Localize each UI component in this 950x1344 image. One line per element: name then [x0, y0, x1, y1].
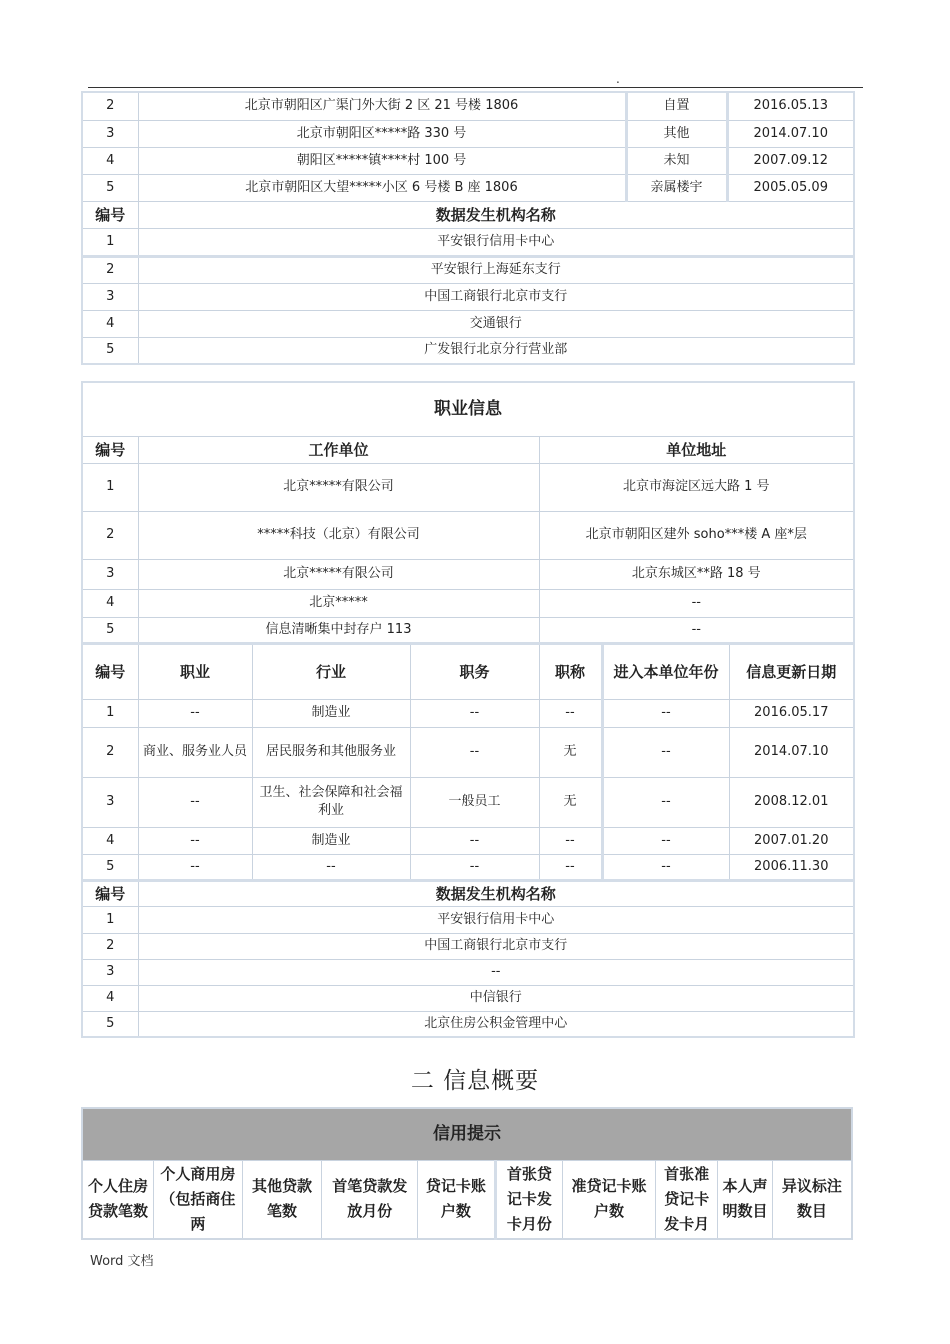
residence-status-cell: 未知: [626, 147, 727, 174]
employer-address-cell: 北京市朝阳区建外 soho***楼 A 座*层: [539, 511, 854, 559]
org-name-cell: 中信银行: [138, 985, 854, 1011]
table-row: [82, 310, 854, 337]
position-cell: 一般员工: [410, 777, 539, 827]
org-name-cell: 中国工商银行北京市支行: [138, 933, 854, 959]
credit-title: 信用提示: [82, 1108, 852, 1160]
column-header-employer-address: 单位地址: [539, 436, 854, 463]
residence-table: [81, 91, 855, 365]
update-date-cell: 2007.01.20: [729, 827, 854, 854]
residence-status-cell: 自置: [626, 92, 727, 120]
residence-status-cell: 亲属楼宇: [626, 174, 727, 201]
table-row: [82, 959, 854, 985]
credit-header-row: [82, 1160, 852, 1239]
column-header: 贷记卡账户数: [418, 1160, 496, 1239]
update-date-cell: 2014.07.10: [729, 727, 854, 777]
row-number: 4: [82, 985, 138, 1011]
column-header-no: 编号: [82, 201, 138, 228]
section-title: 二 信息概要: [410, 1068, 540, 1094]
row-number: 1: [82, 228, 138, 256]
occupation-cell: --: [138, 827, 252, 854]
row-number: 3: [82, 777, 138, 827]
residence-status-cell: 其他: [626, 120, 727, 147]
row-number: 3: [82, 283, 138, 310]
position-cell: --: [410, 727, 539, 777]
table-row: [82, 854, 854, 880]
row-number: 5: [82, 174, 138, 201]
table-row: [82, 256, 854, 283]
footer-label: Word 文档: [90, 1254, 154, 1269]
address-cell: 北京市朝阳区广渠门外大街 2 区 21 号楼 1806: [138, 92, 626, 120]
org-name-cell: 北京住房公积金管理中心: [138, 1011, 854, 1037]
table-row: [82, 283, 854, 310]
industry-cell: 卫生、社会保障和社会福利业: [252, 777, 410, 827]
rank-cell: --: [539, 827, 602, 854]
row-number: 5: [82, 337, 138, 364]
table-row: [82, 827, 854, 854]
row-number: 2: [82, 511, 138, 559]
table-row: [82, 120, 854, 147]
rank-cell: --: [539, 854, 602, 880]
row-number: 5: [82, 854, 138, 880]
org-name-cell: 平安银行上海延东支行: [138, 256, 854, 283]
table-row: [82, 147, 854, 174]
header-dot: .: [616, 72, 620, 86]
entry-year-cell: --: [602, 777, 729, 827]
row-number: 4: [82, 589, 138, 617]
column-header: 个人住房贷款笔数: [82, 1160, 154, 1239]
row-number: 5: [82, 1011, 138, 1037]
org-name-cell: --: [138, 959, 854, 985]
table-row: [82, 777, 854, 827]
org-name-cell: 平安银行信用卡中心: [138, 228, 854, 256]
row-number: 1: [82, 699, 138, 727]
occupation-cell: 商业、服务业人员: [138, 727, 252, 777]
industry-cell: --: [252, 854, 410, 880]
occupation-header-row: [82, 643, 854, 699]
row-number: 3: [82, 959, 138, 985]
employer-address-cell: 北京东城区**路 18 号: [539, 559, 854, 589]
row-number: 5: [82, 617, 138, 643]
column-header: 本人声明数目: [718, 1160, 772, 1239]
column-header: 异议标注数目: [772, 1160, 852, 1239]
table-row: [82, 617, 854, 643]
industry-cell: 居民服务和其他服务业: [252, 727, 410, 777]
update-date-cell: 2007.09.12: [727, 147, 854, 174]
address-cell: 北京市朝阳区*****路 330 号: [138, 120, 626, 147]
employer-cell: 北京*****: [138, 589, 539, 617]
column-header: 首笔贷款发放月份: [322, 1160, 418, 1239]
column-header-no: 编号: [82, 436, 138, 463]
position-cell: --: [410, 699, 539, 727]
employer-cell: 北京*****有限公司: [138, 559, 539, 589]
column-header-industry: 行业: [252, 643, 410, 699]
table-row: [82, 933, 854, 959]
table-row: [82, 727, 854, 777]
address-cell: 朝阳区*****镇****村 100 号: [138, 147, 626, 174]
employer-address-cell: --: [539, 589, 854, 617]
table-row: [82, 699, 854, 727]
rank-cell: 无: [539, 727, 602, 777]
row-number: 2: [82, 92, 138, 120]
address-cell: 北京市朝阳区大望*****小区 6 号楼 B 座 1806: [138, 174, 626, 201]
column-header: 首张准贷记卡发卡月: [655, 1160, 717, 1239]
position-cell: --: [410, 854, 539, 880]
update-date-cell: 2006.11.30: [729, 854, 854, 880]
column-header: 其他贷款笔数: [242, 1160, 322, 1239]
table-row: [82, 906, 854, 933]
occupation-cell: --: [138, 699, 252, 727]
entry-year-cell: --: [602, 854, 729, 880]
column-header: 个人商用房（包括商住两: [154, 1160, 243, 1239]
employer-header-row: [82, 436, 854, 463]
table-row: [82, 463, 854, 511]
table-row: [82, 559, 854, 589]
table-row: [82, 589, 854, 617]
row-number: 3: [82, 559, 138, 589]
table-row: [82, 92, 854, 120]
entry-year-cell: --: [602, 699, 729, 727]
employer-address-cell: --: [539, 617, 854, 643]
credit-title-row: [82, 1108, 852, 1160]
rank-cell: --: [539, 699, 602, 727]
table-row: [82, 228, 854, 256]
employment-title: 职业信息: [82, 382, 854, 436]
row-number: 1: [82, 906, 138, 933]
update-date-cell: 2016.05.13: [727, 92, 854, 120]
row-number: 4: [82, 310, 138, 337]
column-header-org: 数据发生机构名称: [138, 880, 854, 906]
table-row: [82, 985, 854, 1011]
table-row: [82, 337, 854, 364]
column-header-employer: 工作单位: [138, 436, 539, 463]
update-date-cell: 2014.07.10: [727, 120, 854, 147]
industry-cell: 制造业: [252, 699, 410, 727]
org-header-row: [82, 880, 854, 906]
rank-cell: 无: [539, 777, 602, 827]
column-header-rank: 职称: [539, 643, 602, 699]
column-header-no: 编号: [82, 643, 138, 699]
table-row: [82, 174, 854, 201]
update-date-cell: 2016.05.17: [729, 699, 854, 727]
column-header-org: 数据发生机构名称: [138, 201, 854, 228]
column-header-entry-year: 进入本单位年份: [602, 643, 729, 699]
org-name-cell: 交通银行: [138, 310, 854, 337]
occupation-cell: --: [138, 777, 252, 827]
industry-cell: 制造业: [252, 827, 410, 854]
org-header-row: [82, 201, 854, 228]
row-number: 2: [82, 256, 138, 283]
credit-summary-table: [81, 1107, 853, 1240]
row-number: 4: [82, 147, 138, 174]
employment-table: [81, 381, 855, 1038]
entry-year-cell: --: [602, 827, 729, 854]
column-header-updated: 信息更新日期: [729, 643, 854, 699]
column-header-no: 编号: [82, 880, 138, 906]
org-name-cell: 平安银行信用卡中心: [138, 906, 854, 933]
row-number: 1: [82, 463, 138, 511]
column-header-occupation: 职业: [138, 643, 252, 699]
employer-cell: 信息清晰集中封存户 113: [138, 617, 539, 643]
org-name-cell: 广发银行北京分行营业部: [138, 337, 854, 364]
update-date-cell: 2008.12.01: [729, 777, 854, 827]
org-name-cell: 中国工商银行北京市支行: [138, 283, 854, 310]
column-header: 首张贷记卡发卡月份: [495, 1160, 563, 1239]
column-header-position: 职务: [410, 643, 539, 699]
position-cell: --: [410, 827, 539, 854]
employer-cell: 北京*****有限公司: [138, 463, 539, 511]
table-row: [82, 511, 854, 559]
header-rule: [88, 87, 863, 88]
section-title-row: [82, 382, 854, 436]
table-row: [82, 1011, 854, 1037]
employer-cell: *****科技（北京）有限公司: [138, 511, 539, 559]
column-header: 准贷记卡账户数: [563, 1160, 656, 1239]
row-number: 4: [82, 827, 138, 854]
occupation-cell: --: [138, 854, 252, 880]
entry-year-cell: --: [602, 727, 729, 777]
row-number: 3: [82, 120, 138, 147]
employer-address-cell: 北京市海淀区远大路 1 号: [539, 463, 854, 511]
row-number: 2: [82, 727, 138, 777]
row-number: 2: [82, 933, 138, 959]
update-date-cell: 2005.05.09: [727, 174, 854, 201]
